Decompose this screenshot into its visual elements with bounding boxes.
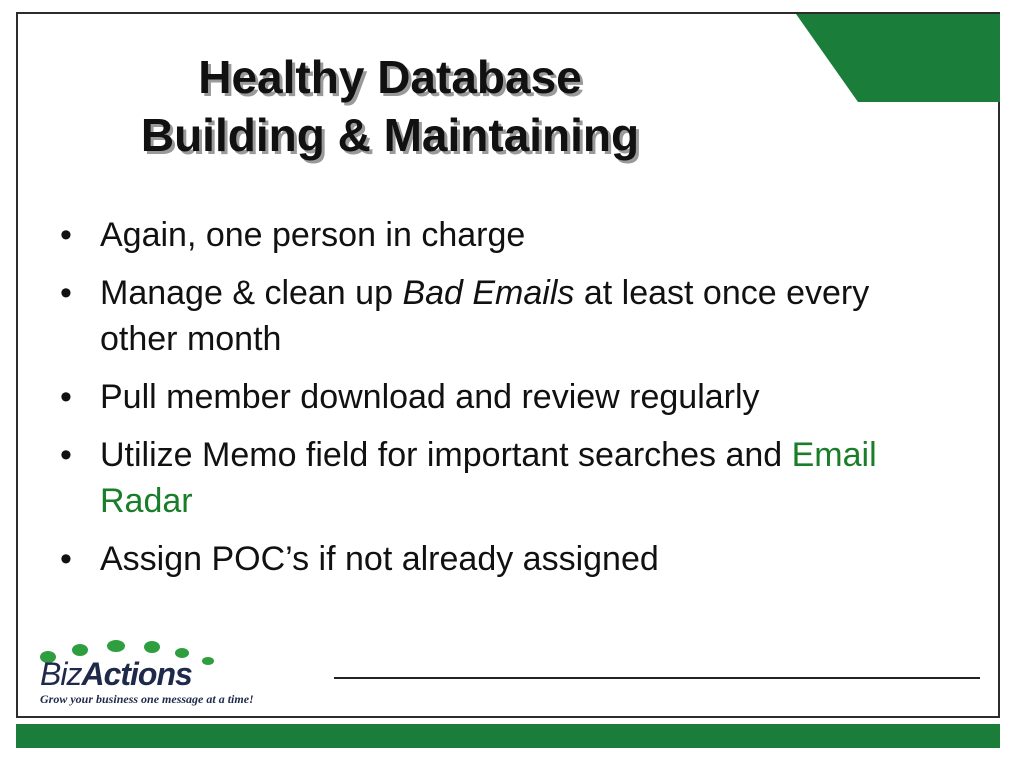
bullet-dot: •: [60, 216, 72, 254]
title-line-2: Building & Maintaining: [140, 109, 640, 161]
logo-wordmark: [40, 656, 192, 692]
bullet-text-pre: Manage & clean up: [100, 274, 403, 312]
email-radar-highlight: Email Radar: [100, 436, 877, 520]
bullet-text-pre: Utilize Memo field for important searches and: [100, 436, 792, 474]
bullet-text-post: at least once every other month: [100, 274, 870, 358]
bullet-dot: •: [60, 436, 72, 474]
logo-actions: Actions: [81, 656, 192, 692]
bullet-item: [56, 374, 936, 420]
footer-rule: [334, 677, 980, 679]
bullet-dot: •: [60, 540, 72, 578]
bullet-text: Assign POC’s if not already assigned: [100, 540, 659, 578]
bad-emails-emphasis: Bad Emails: [402, 274, 575, 312]
bullet-item: [56, 536, 936, 582]
bizactions-logo: [36, 630, 336, 714]
slide-title: [40, 48, 740, 164]
title-line-1: Healthy Database: [198, 51, 582, 103]
bullet-dot: •: [60, 274, 72, 312]
bottom-green-bar: [16, 724, 1000, 748]
bullet-text: Again, one person in charge: [100, 216, 526, 254]
corner-accent-shape: [796, 14, 1000, 102]
logo-tagline: Grow your business one message at a time!: [40, 692, 254, 706]
bullet-list: [56, 212, 936, 594]
bullet-dot: •: [60, 378, 72, 416]
bullet-text: Pull member download and review regularly: [100, 378, 760, 416]
bullet-item: [56, 432, 936, 524]
bullet-item: [56, 212, 936, 258]
logo-biz: Biz: [40, 656, 82, 692]
bullet-item: [56, 270, 936, 362]
